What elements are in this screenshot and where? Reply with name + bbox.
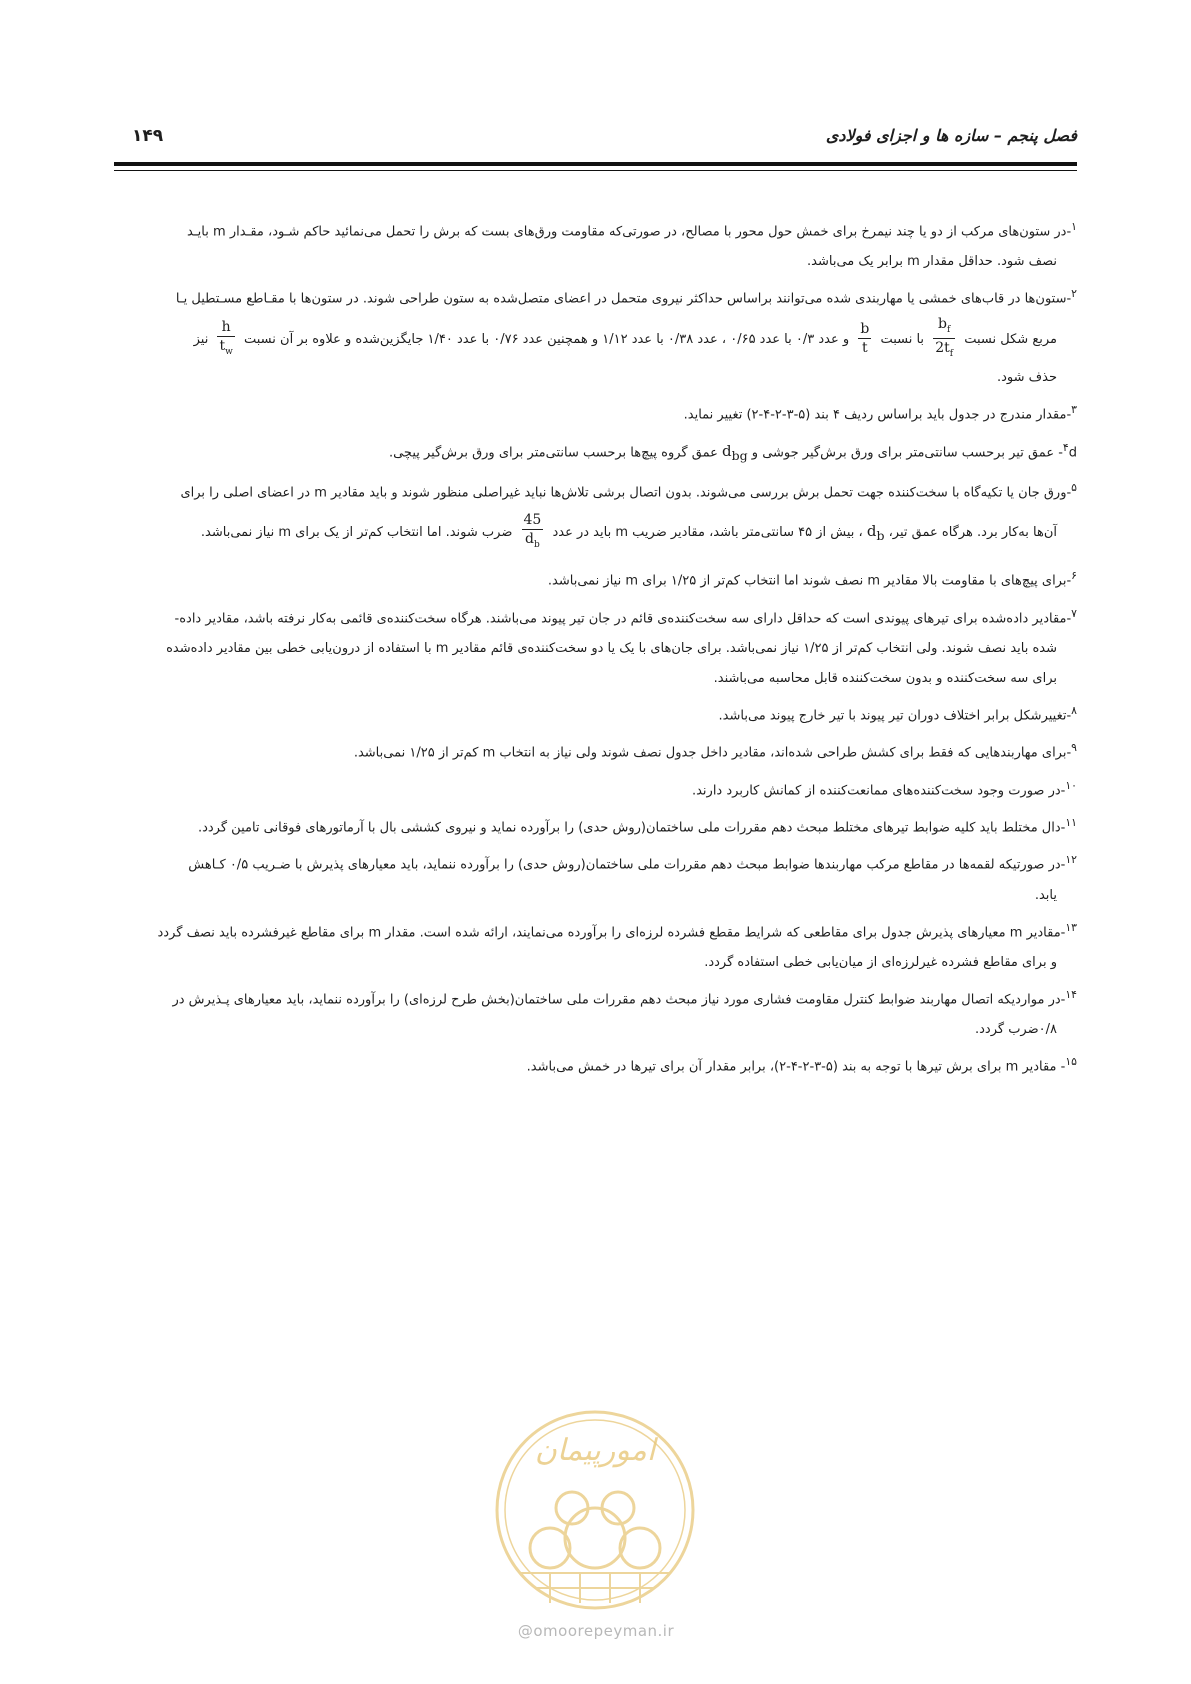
note-text: -برای مهاربندهایی که فقط برای کشش طراحی شده‌اند، مقادیر داخل جدول نصف شوند ولی نیاز به انتخاب m کم‌تر از ۱/۲۵ نمی‌باشد. — [353, 745, 1072, 761]
note-text: -مقادیر m معیارهای پذیرش جدول برای مقاطعی که شرایط مقطع فشرده لرزه‌ای را برآورده می‌نمایند، ارائه شده است. مقدار m برای مقاطع غیرفشرده باید نصف گردد — [157, 924, 1066, 940]
note-11 — [114, 808, 1077, 843]
note-number: ۱۳ — [1065, 920, 1077, 934]
watermark-logo — [480, 1398, 710, 1616]
header-rule-thin — [114, 170, 1077, 171]
note-number: ۸ — [1071, 703, 1077, 717]
note-continuation: نصف شود. حداقل مقدار m برابر یک می‌باشد. — [807, 254, 1057, 270]
note-number: ۱۵ — [1065, 1055, 1077, 1069]
note-number: ۱ — [1071, 220, 1077, 233]
footnotes-list — [114, 212, 1077, 1085]
note-number: ۷ — [1071, 606, 1077, 620]
note-text: ضرب شوند. اما انتخاب کم‌تر از یک برای m نیاز نمی‌باشد. — [200, 525, 513, 541]
note-text: -در ستون‌های مرکب از دو یا چند نیمرخ برای خمش حول محور با مصالح، در صورتی‌که مقاومت ورق‌های بست که برش را تحمل می‌نمائید حاکم شـود، مقـدار m بایـد — [187, 224, 1072, 240]
note-continuation: برای سه سخت‌کننده و بدون سخت‌کننده قابل محاسبه می‌باشند. — [713, 670, 1057, 686]
note-number: ۱۱ — [1065, 815, 1077, 829]
page-number: ۱۴۹ — [132, 126, 164, 146]
logo-text: امورپیمان — [534, 1433, 656, 1468]
note-15 — [114, 1047, 1077, 1082]
note-8 — [114, 696, 1077, 731]
note-text: -در صورت وجود سخت‌کننده‌های ممانعت‌کننده از کمانش کاربرد دارند. — [691, 782, 1066, 798]
bf-symbol: b — [937, 315, 947, 332]
note-text: آن‌ها به‌کار برد. هرگاه عمق تیر، — [888, 525, 1057, 541]
t-symbol: t — [861, 340, 868, 357]
note-number: ۹ — [1071, 741, 1077, 755]
note-number: ۶ — [1071, 569, 1077, 583]
two-tf-symbol: 2t — [935, 340, 950, 357]
note-text: -مقادیر داده‌شده برای تیرهای پیوندی است که حداقل دارای سه سخت‌کننده‌ی قائم در جان تیر پیوند می‌باشند. هرگاه سخت‌کننده‌ی قائمی به‌کار نرفته باشد، مقادیر داده- — [174, 610, 1072, 626]
fraction-45-db — [522, 511, 544, 554]
note-text: -در مواردیکه اتصال مهاربند ضوابط کنترل مقاومت فشاری مورد نیاز مبحث دهم مقررات ملی ساختمان(بخش طرح لرزه‌ای) را برآورده ننماید، باید معیارهای پـذیرش در — [172, 992, 1066, 1008]
dbg-symbol — [722, 441, 748, 463]
note-9 — [114, 733, 1077, 768]
number-45: 45 — [523, 512, 542, 529]
h-symbol: h — [217, 318, 234, 337]
note-13 — [114, 913, 1077, 978]
note-text: -در صورتیکه لقمه‌ها در مقاطع مرکب مهاربندها ضوابط مبحث دهم مقررات ملی ساختمان(روش حدی) را برآورده ننماید، باید معیارهای پذیرش با ضـریب ۰/۵ کـاهش — [188, 857, 1066, 873]
note-5 — [114, 473, 1077, 559]
note-text: -برای پیچ‌های با مقاومت بالا مقادیر m نصف شوند اما انتخاب کم‌تر از ۱/۲۵ برای m نیاز نمی‌باشد. — [547, 573, 1072, 589]
note-2 — [114, 279, 1077, 393]
note-formula-line — [114, 508, 1077, 559]
note-continuation: ۰/۸ضرب گردد. — [974, 1022, 1057, 1038]
d-letter: d — [722, 441, 732, 460]
note-number: ۲ — [1071, 287, 1077, 301]
note-formula-line — [114, 315, 1077, 364]
note-continuation: حذف شود. — [997, 370, 1057, 386]
db-symbol — [866, 522, 885, 544]
note-6 — [114, 561, 1077, 596]
note-text: - مقادیر m برای برش تیرها با توجه به بند (۵-۳-۲-۴-۲)، برابر مقدار آن برای تیرها در خمش می‌باشد. — [526, 1059, 1066, 1075]
note-number: ۱۲ — [1065, 853, 1077, 867]
note-text: -مقدار مندرج در جدول باید براساس ردیف ۴ بند (۵-۳-۲-۴-۲) تغییر نماید. — [683, 407, 1072, 423]
tw-subscript: w — [225, 346, 233, 357]
note-number: ۱۴ — [1065, 987, 1077, 1001]
page-header — [114, 126, 1077, 158]
d-letter: d — [866, 522, 877, 541]
b-subscript: b — [534, 540, 540, 551]
note-text: ، بیش از ۴۵ سانتی‌متر باشد، مقادیر ضریب m باید در عدد — [552, 525, 863, 541]
note-12 — [114, 845, 1077, 910]
note-text: d- عمق تیر برحسب سانتی‌متر برای ورق برش‌گیر جوشی و — [751, 444, 1077, 460]
note-text: -ستون‌ها در قاب‌های خمشی یا مهاربندی شده می‌توانند براساس حداکثر نیروی متحمل در اعضای متصل‌شده به ستون طراحی شوند. در ستون‌ها با مقـاطع مسـتطیل یـا — [175, 291, 1072, 307]
header-rule-thick — [114, 162, 1077, 166]
note-number: ۳ — [1071, 403, 1077, 417]
tw-symbol: t — [219, 337, 226, 354]
note-number: ۵ — [1071, 480, 1077, 494]
note-text: -تغییرشکل برابر اختلاف دوران تیر پیوند با تیر خارج پیوند می‌باشد. — [718, 708, 1072, 724]
b-subscript: b — [876, 528, 885, 544]
chapter-title: فصل پنجم – سازه ها و اجزای فولادی — [825, 126, 1077, 145]
fraction-bf-2tf — [933, 315, 955, 364]
note-3 — [114, 395, 1077, 430]
note-14 — [114, 980, 1077, 1045]
note-7 — [114, 599, 1077, 694]
d-letter: d — [525, 531, 535, 548]
bg-subscript: bg — [731, 447, 748, 463]
website-url: @omoorepeyman.ir — [517, 1622, 675, 1640]
note-number: ۴ — [1062, 440, 1069, 454]
note-4 — [114, 433, 1077, 471]
b-symbol: b — [860, 321, 870, 338]
note-1 — [114, 212, 1077, 277]
fraction-h-tw — [217, 318, 234, 361]
note-10 — [114, 771, 1077, 806]
bf-subscript: f — [946, 324, 951, 335]
note-text: با نسبت — [880, 331, 925, 347]
note-continuation: شده باید نصف شوند. ولی انتخاب کم‌تر از ۱/۲۵ نیاز نمی‌باشد. برای جان‌های با یک یا دو سخت‌کننده‌ی قائم مقادیر m با استفاده از درون‌یابی خطی بین مقادیر داده‌شده — [166, 640, 1057, 656]
note-text: و عدد ۰/۳ با عدد ۰/۶۵ ، عدد ۰/۳۸ با عدد ۱/۱۲ و همچنین عدد ۰/۷۶ با عدد ۱/۴۰ جایگزین‌شده و علاوه بر آن نسبت — [243, 331, 850, 347]
note-text: مربع شکل نسبت — [964, 331, 1057, 347]
note-text: عمق گروه پیچ‌ها برحسب سانتی‌متر برای ورق برش‌گیر پیچی. — [388, 444, 718, 460]
note-continuation: یابد. — [1034, 887, 1057, 903]
note-number: ۱۰ — [1065, 778, 1077, 792]
fraction-b-t — [858, 320, 871, 357]
tf-subscript: f — [949, 349, 954, 360]
note-text: -ورق جان یا تکیه‌گاه با سخت‌کننده جهت تحمل برش بررسی می‌شوند. بدون اتصال برشی تلاش‌ها نباید غیراصلی منظور شوند و باید مقادیر m در اعضای اصلی را برای — [180, 485, 1072, 501]
note-text: نیز — [193, 331, 209, 347]
note-text: -دال مختلط باید کلیه ضوابط تیرهای مختلط مبحث دهم مقررات ملی ساختمان(روش حدی) را برآورده نماید و نیروی کششی بال با آرماتورهای فوقانی تامین گردد. — [197, 820, 1066, 836]
note-continuation: و برای مقاطع فشرده غیرلرزه‌ای از میان‌یابی خطی استفاده گردد. — [704, 954, 1057, 970]
